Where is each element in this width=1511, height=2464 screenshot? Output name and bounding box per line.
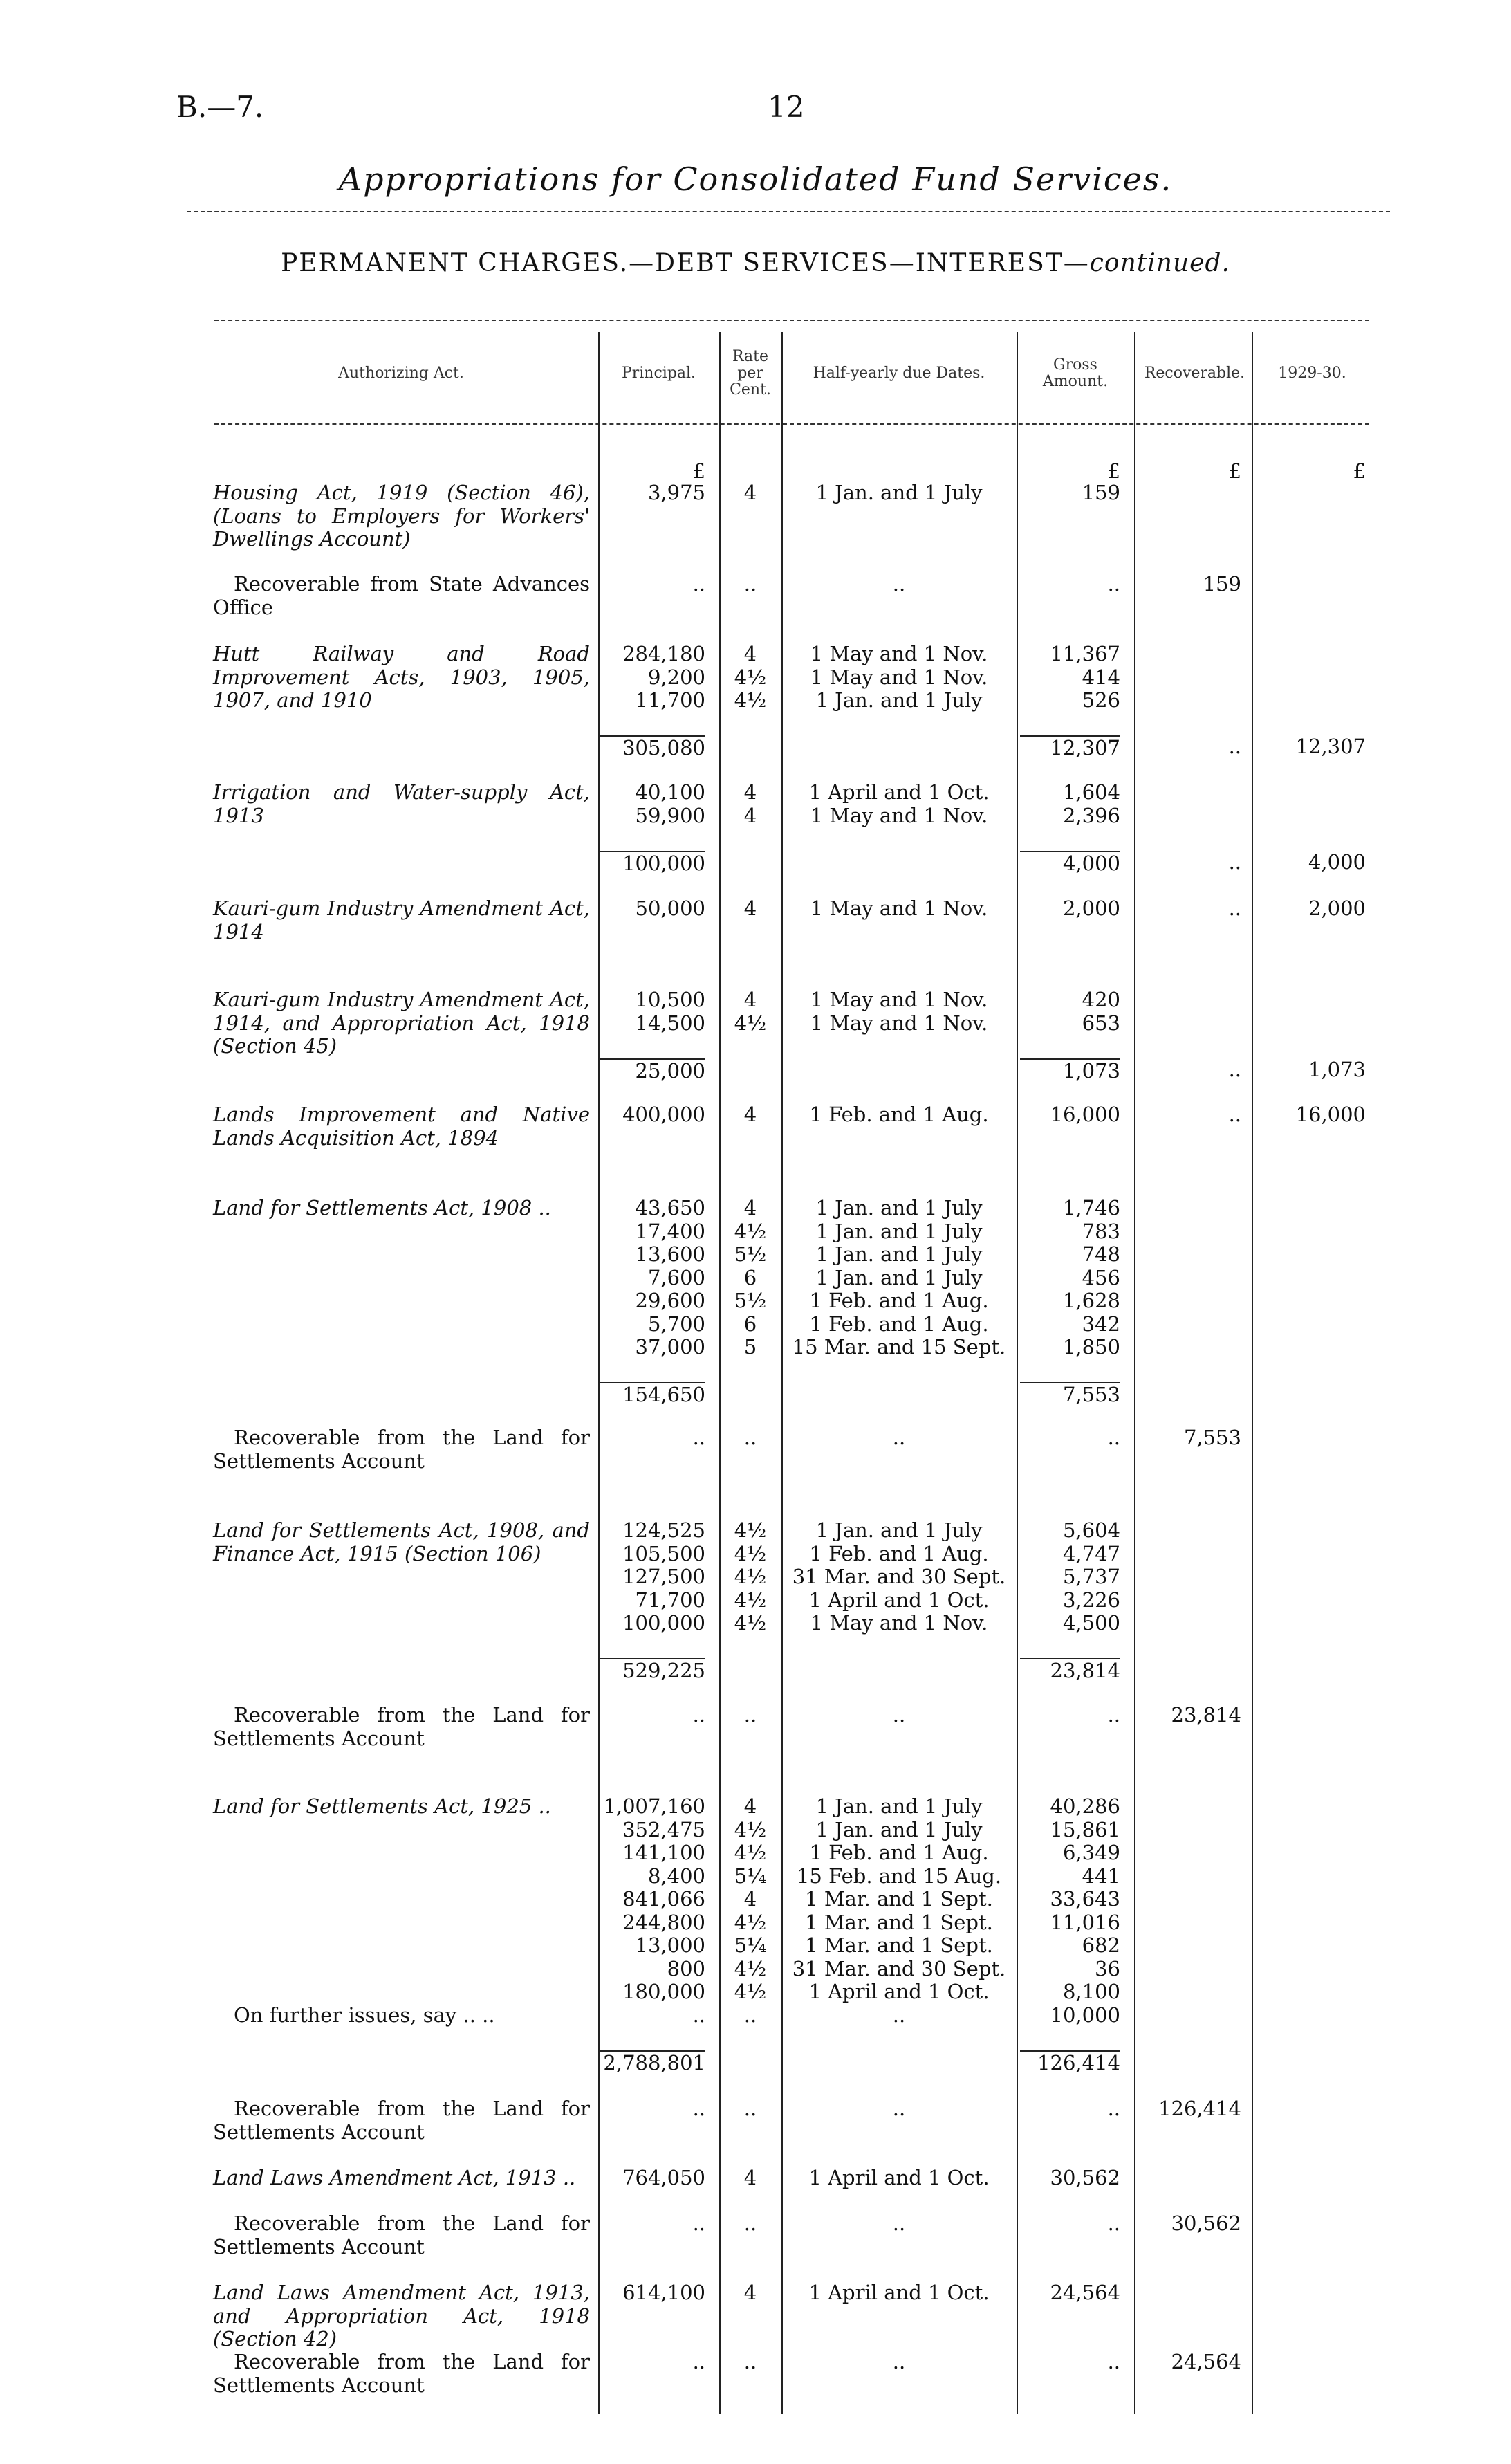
recoverable-cell: 126,414 bbox=[1158, 2097, 1241, 2120]
table-row bbox=[0, 1359, 1511, 1383]
table-row bbox=[0, 897, 1511, 921]
table-row bbox=[0, 1289, 1511, 1313]
authorizing-act: Land for Settlements Act, 1925 .. bbox=[213, 1794, 551, 1818]
due-dates-cell: 1 Mar. and 1 Sept. bbox=[805, 1910, 993, 1934]
table-row bbox=[0, 1589, 1511, 1612]
table-row bbox=[0, 827, 1511, 851]
recoverable-cell: £ bbox=[1228, 459, 1241, 483]
table-row bbox=[0, 1911, 1511, 1935]
principal-cell: .. bbox=[692, 2350, 705, 2373]
gross-amount-cell: 526 bbox=[1082, 688, 1120, 712]
due-dates-cell: 31 Mar. and 30 Sept. bbox=[792, 1956, 1006, 1980]
principal-cell: 352,475 bbox=[622, 1817, 705, 1841]
principal-cell: 59,900 bbox=[635, 803, 705, 827]
gross-amount-cell: 4,000 bbox=[1020, 851, 1120, 876]
rate-cell: 4½ bbox=[734, 665, 767, 689]
rate-cell: 4½ bbox=[734, 1980, 767, 2003]
gross-amount-cell: 2,000 bbox=[1062, 897, 1120, 920]
due-dates-cell: 1 May and 1 Nov. bbox=[810, 665, 988, 689]
table-row bbox=[0, 1012, 1511, 1036]
principal-cell: 10,500 bbox=[635, 988, 705, 1011]
recoverable-cell: .. bbox=[1228, 735, 1241, 758]
table-row bbox=[0, 1267, 1511, 1290]
rate-cell: 5½ bbox=[734, 1289, 767, 1312]
table-row bbox=[0, 1243, 1511, 1267]
due-dates-cell: 1 Feb. and 1 Aug. bbox=[809, 1541, 989, 1565]
rate-cell: 4 bbox=[743, 988, 757, 1011]
gross-amount-cell: .. bbox=[1107, 2097, 1120, 2120]
rate-cell: 4 bbox=[743, 2166, 757, 2189]
rate-cell: .. bbox=[743, 2003, 757, 2027]
recoverable-cell: 159 bbox=[1203, 572, 1241, 596]
gross-amount-cell: 3,226 bbox=[1062, 1588, 1120, 1612]
table-row bbox=[0, 1635, 1511, 1659]
gross-amount-cell: 12,307 bbox=[1020, 735, 1120, 760]
principal-cell: 8,400 bbox=[647, 1864, 705, 1888]
rate-cell: 5 bbox=[743, 1335, 757, 1359]
due-dates-cell: 1 Jan. and 1 July bbox=[815, 1219, 983, 1243]
due-dates-cell: 1 Jan. and 1 July bbox=[815, 1518, 983, 1542]
gross-amount-cell: .. bbox=[1107, 1703, 1120, 1727]
rate-cell: .. bbox=[743, 2097, 757, 2120]
gross-amount-cell: 5,737 bbox=[1062, 1565, 1120, 1588]
principal-cell: 764,050 bbox=[622, 2166, 705, 2189]
rate-cell: 4½ bbox=[734, 1956, 767, 1980]
table-row bbox=[0, 1197, 1511, 1220]
table-row bbox=[0, 460, 1511, 484]
gross-amount-cell: 653 bbox=[1082, 1011, 1120, 1035]
gross-amount-cell: 4,500 bbox=[1062, 1611, 1120, 1635]
rate-cell: 4 bbox=[743, 1103, 757, 1126]
gross-amount-cell: 23,814 bbox=[1020, 1658, 1120, 1683]
subtitle-suffix: continued. bbox=[1089, 249, 1230, 277]
table-row bbox=[0, 643, 1511, 666]
table-row bbox=[0, 1612, 1511, 1635]
due-dates-cell: 1 April and 1 Oct. bbox=[808, 1980, 990, 2003]
principal-cell: £ bbox=[692, 459, 705, 483]
rate-cell: 4½ bbox=[734, 1011, 767, 1035]
gross-amount-cell: 11,016 bbox=[1050, 1910, 1120, 1934]
gross-amount-cell: £ bbox=[1107, 459, 1120, 483]
table-row bbox=[0, 1220, 1511, 1244]
gross-amount-cell: 1,073 bbox=[1020, 1058, 1120, 1083]
gross-amount-cell: 15,861 bbox=[1050, 1817, 1120, 1841]
gross-amount-cell: 8,100 bbox=[1062, 1980, 1120, 2003]
rate-cell: 4 bbox=[743, 803, 757, 827]
principal-cell: 529,225 bbox=[598, 1658, 705, 1683]
principal-cell: 124,525 bbox=[622, 1518, 705, 1542]
rate-cell: 4½ bbox=[734, 1565, 767, 1588]
due-dates-cell: 1 Feb. and 1 Aug. bbox=[809, 1289, 989, 1312]
authorizing-act: Recoverable from the Land for Settlements Account bbox=[213, 2212, 590, 2259]
table-row bbox=[0, 2351, 1511, 2374]
gross-amount-cell: 748 bbox=[1082, 1242, 1120, 1266]
due-dates-cell: 1 Mar. and 1 Sept. bbox=[805, 1933, 993, 1957]
principal-cell: 9,200 bbox=[647, 665, 705, 689]
recoverable-cell: 7,553 bbox=[1183, 1426, 1241, 1449]
year-amount-cell: 12,307 bbox=[1295, 735, 1366, 758]
due-dates-cell: 1 Jan. and 1 July bbox=[815, 481, 983, 504]
year-amount-cell: 2,000 bbox=[1308, 897, 1366, 920]
gross-amount-cell: 2,396 bbox=[1062, 803, 1120, 827]
authorizing-act: Recoverable from the Land for Settlements Account bbox=[213, 2350, 590, 2397]
authorizing-act: Kauri-gum Industry Amendment Act, 1914 bbox=[213, 897, 590, 944]
rate-cell: 4½ bbox=[734, 1910, 767, 1934]
rate-cell: 5¼ bbox=[734, 1933, 767, 1957]
due-dates-cell: .. bbox=[892, 2212, 906, 2235]
authorizing-act: Land for Settlements Act, 1908 .. bbox=[213, 1196, 551, 1220]
principal-cell: 105,500 bbox=[622, 1541, 705, 1565]
page-title: Appropriations for Consolidated Fund Services. bbox=[338, 160, 1173, 198]
due-dates-cell: 1 Jan. and 1 July bbox=[815, 1265, 983, 1289]
principal-cell: 14,500 bbox=[635, 1011, 705, 1035]
col-header-year: 1929-30. bbox=[1278, 365, 1346, 382]
principal-cell: 100,000 bbox=[622, 1611, 705, 1635]
table-row bbox=[0, 2212, 1511, 2236]
table-row bbox=[0, 1865, 1511, 1888]
authorizing-act: Kauri-gum Industry Amendment Act, 1914, and Appropriation Act, 1918 (Section 45) bbox=[213, 988, 590, 1058]
principal-cell: 43,650 bbox=[635, 1196, 705, 1220]
table-row bbox=[0, 712, 1511, 736]
gross-amount-cell: 783 bbox=[1082, 1219, 1120, 1243]
rate-cell: 6 bbox=[743, 1312, 757, 1336]
gross-amount-cell: .. bbox=[1107, 572, 1120, 596]
due-dates-cell: 1 Feb. and 1 Aug. bbox=[809, 1841, 989, 1864]
due-dates-cell: 1 April and 1 Oct. bbox=[808, 1588, 990, 1612]
rate-cell: .. bbox=[743, 1703, 757, 1727]
rate-cell: 4 bbox=[743, 1794, 757, 1818]
total-row bbox=[0, 851, 1511, 874]
due-dates-cell: 1 Feb. and 1 Aug. bbox=[809, 1103, 989, 1126]
total-row bbox=[0, 1382, 1511, 1406]
due-dates-cell: .. bbox=[892, 2350, 906, 2373]
table-row bbox=[0, 1980, 1511, 2004]
principal-cell: 71,700 bbox=[635, 1588, 705, 1612]
rate-cell: 4½ bbox=[734, 1588, 767, 1612]
rate-cell: 5¼ bbox=[734, 1864, 767, 1888]
table-row bbox=[0, 2097, 1511, 2121]
principal-cell: 305,080 bbox=[598, 735, 705, 760]
recoverable-cell: 30,562 bbox=[1171, 2212, 1241, 2235]
rate-cell: .. bbox=[743, 572, 757, 596]
gross-amount-cell: 1,746 bbox=[1062, 1196, 1120, 1220]
rate-cell: .. bbox=[743, 2350, 757, 2373]
rate-cell: 4½ bbox=[734, 1219, 767, 1243]
principal-cell: 50,000 bbox=[635, 897, 705, 920]
authorizing-act: Recoverable from State Advances Office bbox=[213, 572, 590, 619]
principal-cell: 841,066 bbox=[622, 1887, 705, 1911]
authorizing-act: Land Laws Amendment Act, 1913 .. bbox=[213, 2166, 576, 2189]
rate-cell: .. bbox=[743, 2212, 757, 2235]
section-subtitle bbox=[0, 249, 1511, 277]
recoverable-cell: .. bbox=[1228, 849, 1241, 874]
authorizing-act: Recoverable from the Land for Settlements Account bbox=[213, 1426, 590, 1473]
table-row bbox=[0, 1888, 1511, 1911]
table-row bbox=[0, 1934, 1511, 1958]
principal-cell: .. bbox=[692, 2097, 705, 2120]
principal-cell: 244,800 bbox=[622, 1910, 705, 1934]
due-dates-cell: 1 Jan. and 1 July bbox=[815, 1196, 983, 1220]
rate-cell: 4½ bbox=[734, 1841, 767, 1864]
gross-amount-cell: 342 bbox=[1082, 1312, 1120, 1336]
gross-amount-cell: 4,747 bbox=[1062, 1541, 1120, 1565]
due-dates-cell: 1 May and 1 Nov. bbox=[810, 988, 988, 1011]
due-dates-cell: .. bbox=[892, 1703, 906, 1727]
gross-amount-cell: 456 bbox=[1082, 1265, 1120, 1289]
rate-cell: 5½ bbox=[734, 1242, 767, 1266]
header-top-rule bbox=[214, 320, 1369, 321]
table-row bbox=[0, 1958, 1511, 1981]
rate-cell: 4 bbox=[743, 2281, 757, 2304]
col-header-recoverable: Recoverable. bbox=[1144, 365, 1245, 382]
due-dates-cell: .. bbox=[892, 1426, 906, 1449]
due-dates-cell: 1 May and 1 Nov. bbox=[810, 642, 988, 665]
due-dates-cell: 1 Feb. and 1 Aug. bbox=[809, 1312, 989, 1336]
recoverable-cell: .. bbox=[1228, 1103, 1241, 1126]
table-row bbox=[0, 1426, 1511, 1450]
due-dates-cell: 1 May and 1 Nov. bbox=[810, 803, 988, 827]
recoverable-cell: 23,814 bbox=[1171, 1703, 1241, 1727]
principal-cell: 5,700 bbox=[647, 1312, 705, 1336]
gross-amount-cell: .. bbox=[1107, 2350, 1120, 2373]
gross-amount-cell: 441 bbox=[1082, 1864, 1120, 1888]
rate-cell: 4½ bbox=[734, 1817, 767, 1841]
principal-cell: 800 bbox=[667, 1956, 705, 1980]
due-dates-cell: 31 Mar. and 30 Sept. bbox=[792, 1565, 1006, 1588]
gross-amount-cell: 1,604 bbox=[1062, 780, 1120, 804]
gross-amount-cell: 11,367 bbox=[1050, 642, 1120, 665]
due-dates-cell: 1 Mar. and 1 Sept. bbox=[805, 1887, 993, 1911]
table-row bbox=[0, 1313, 1511, 1336]
rate-cell: 4 bbox=[743, 897, 757, 920]
gross-amount-cell: 420 bbox=[1082, 988, 1120, 1011]
authorizing-act: Recoverable from the Land for Settlements Account bbox=[213, 2097, 590, 2144]
gross-amount-cell: 1,628 bbox=[1062, 1289, 1120, 1312]
rate-cell: 4 bbox=[743, 1887, 757, 1911]
table-row bbox=[0, 2281, 1511, 2305]
title-divider bbox=[187, 211, 1390, 212]
gross-amount-cell: 7,553 bbox=[1020, 1382, 1120, 1407]
principal-cell: 11,700 bbox=[635, 688, 705, 712]
table-row bbox=[0, 1795, 1511, 1819]
due-dates-cell: 1 Jan. and 1 July bbox=[815, 1794, 983, 1818]
principal-cell: 180,000 bbox=[622, 1980, 705, 2003]
rate-cell: 4 bbox=[743, 1196, 757, 1220]
principal-cell: 17,400 bbox=[635, 1219, 705, 1243]
rate-cell: 4 bbox=[743, 642, 757, 665]
principal-cell: 13,600 bbox=[635, 1242, 705, 1266]
gross-amount-cell: 5,604 bbox=[1062, 1518, 1120, 1542]
table-row bbox=[0, 1103, 1511, 1127]
gross-amount-cell: .. bbox=[1107, 2212, 1120, 2235]
principal-cell: .. bbox=[692, 1426, 705, 1449]
gross-amount-cell: 414 bbox=[1082, 665, 1120, 689]
table-row bbox=[0, 989, 1511, 1012]
rate-cell: 4½ bbox=[734, 1518, 767, 1542]
table-row bbox=[0, 781, 1511, 805]
due-dates-cell: 1 May and 1 Nov. bbox=[810, 1011, 988, 1035]
gross-amount-cell: 159 bbox=[1082, 481, 1120, 504]
due-dates-cell: 15 Feb. and 15 Aug. bbox=[796, 1864, 1002, 1888]
principal-cell: 25,000 bbox=[598, 1058, 705, 1083]
table-row bbox=[0, 1565, 1511, 1589]
table-row bbox=[0, 689, 1511, 712]
due-dates-cell: 1 Jan. and 1 July bbox=[815, 1817, 983, 1841]
due-dates-cell: 1 April and 1 Oct. bbox=[808, 2281, 990, 2304]
principal-cell: 37,000 bbox=[635, 1335, 705, 1359]
table-row bbox=[0, 2028, 1511, 2051]
year-amount-cell: 16,000 bbox=[1295, 1103, 1366, 1126]
authorizing-act: Lands Improvement and Native Lands Acquisition Act, 1894 bbox=[213, 1103, 590, 1150]
gross-amount-cell: 16,000 bbox=[1050, 1103, 1120, 1126]
gross-amount-cell: .. bbox=[1107, 1426, 1120, 1449]
table-row bbox=[0, 2167, 1511, 2190]
principal-cell: .. bbox=[692, 2003, 705, 2027]
rate-cell: 4 bbox=[743, 481, 757, 504]
principal-cell: 2,788,801 bbox=[598, 2050, 705, 2075]
year-amount-cell: £ bbox=[1353, 459, 1366, 483]
table-row bbox=[0, 1841, 1511, 1865]
gross-amount-cell: 33,643 bbox=[1050, 1887, 1120, 1911]
due-dates-cell: .. bbox=[892, 2003, 906, 2027]
total-row bbox=[0, 2050, 1511, 2074]
due-dates-cell: 1 April and 1 Oct. bbox=[808, 2166, 990, 2189]
authorizing-act: Housing Act, 1919 (Section 46), (Loans to Employers for Workers' Dwellings Account) bbox=[213, 481, 590, 551]
principal-cell: 127,500 bbox=[622, 1565, 705, 1588]
gross-amount-cell: 1,850 bbox=[1062, 1335, 1120, 1359]
principal-cell: .. bbox=[692, 1703, 705, 1727]
authorizing-act: Irrigation and Water-supply Act, 1913 bbox=[213, 780, 590, 827]
table-row bbox=[0, 805, 1511, 828]
authorizing-act: On further issues, say .. .. bbox=[234, 2003, 495, 2027]
recoverable-cell: 24,564 bbox=[1171, 2350, 1241, 2373]
due-dates-cell: 15 Mar. and 15 Sept. bbox=[792, 1335, 1006, 1359]
table-row bbox=[0, 666, 1511, 690]
table-row bbox=[0, 1519, 1511, 1543]
rate-cell: 4½ bbox=[734, 1611, 767, 1635]
principal-cell: .. bbox=[692, 572, 705, 596]
table-row bbox=[0, 1819, 1511, 1842]
table-row bbox=[0, 1336, 1511, 1359]
document-code: B.—7. bbox=[176, 90, 264, 124]
due-dates-cell: .. bbox=[892, 572, 906, 596]
due-dates-cell: .. bbox=[892, 2097, 906, 2120]
gross-amount-cell: 30,562 bbox=[1050, 2166, 1120, 2189]
rate-cell: 4½ bbox=[734, 1541, 767, 1565]
header-bottom-rule bbox=[214, 423, 1369, 425]
principal-cell: 3,975 bbox=[647, 481, 705, 504]
principal-cell: 400,000 bbox=[622, 1103, 705, 1126]
principal-cell: 614,100 bbox=[622, 2281, 705, 2304]
gross-amount-cell: 126,414 bbox=[1020, 2050, 1120, 2075]
due-dates-cell: 1 Jan. and 1 July bbox=[815, 688, 983, 712]
col-header-principal: Principal. bbox=[621, 365, 696, 382]
rate-cell: 4 bbox=[743, 780, 757, 804]
total-row bbox=[0, 1658, 1511, 1682]
table-row bbox=[0, 573, 1511, 596]
col-header-gross: Gross Amount. bbox=[1042, 356, 1109, 390]
principal-cell: 1,007,160 bbox=[603, 1794, 705, 1818]
gross-amount-cell: 36 bbox=[1095, 1956, 1120, 1980]
authorizing-act: Recoverable from the Land for Settlements Account bbox=[213, 1703, 590, 1750]
principal-cell: 40,100 bbox=[635, 780, 705, 804]
recoverable-cell: .. bbox=[1228, 897, 1241, 920]
principal-cell: 154,650 bbox=[598, 1382, 705, 1407]
gross-amount-cell: 682 bbox=[1082, 1933, 1120, 1957]
subtitle-main: PERMANENT CHARGES.—DEBT SERVICES—INTEREST— bbox=[281, 249, 1090, 277]
gross-amount-cell: 10,000 bbox=[1050, 2003, 1120, 2027]
gross-amount-cell: 24,564 bbox=[1050, 2281, 1120, 2304]
rate-cell: 6 bbox=[743, 1265, 757, 1289]
rate-cell: 4½ bbox=[734, 688, 767, 712]
principal-cell: 100,000 bbox=[598, 851, 705, 876]
table-row bbox=[0, 481, 1511, 505]
principal-cell: 29,600 bbox=[635, 1289, 705, 1312]
col-header-act: Authorizing Act. bbox=[338, 365, 464, 382]
principal-cell: 141,100 bbox=[622, 1841, 705, 1864]
due-dates-cell: 1 Jan. and 1 July bbox=[815, 1242, 983, 1266]
principal-cell: .. bbox=[692, 2212, 705, 2235]
authorizing-act: Hutt Railway and Road Improvement Acts, 1903, 1905, 1907, and 1910 bbox=[213, 642, 590, 712]
principal-cell: 7,600 bbox=[647, 1265, 705, 1289]
principal-cell: 284,180 bbox=[622, 642, 705, 665]
authorizing-act: Land Laws Amendment Act, 1913, and Appropriation Act, 1918 (Section 42) bbox=[213, 2281, 590, 2351]
due-dates-cell: 1 May and 1 Nov. bbox=[810, 1611, 988, 1635]
year-amount-cell: 1,073 bbox=[1308, 1057, 1366, 1081]
total-row bbox=[0, 735, 1511, 759]
gross-amount-cell: 6,349 bbox=[1062, 1841, 1120, 1864]
page-number: 12 bbox=[768, 90, 805, 124]
rate-cell: .. bbox=[743, 1426, 757, 1449]
authorizing-act: Land for Settlements Act, 1908, and Finance Act, 1915 (Section 106) bbox=[213, 1518, 590, 1565]
year-amount-cell: 4,000 bbox=[1308, 849, 1366, 874]
table-row bbox=[0, 1704, 1511, 1727]
recoverable-cell: .. bbox=[1228, 1057, 1241, 1081]
table-row bbox=[0, 2004, 1511, 2028]
table-row bbox=[0, 1543, 1511, 1566]
due-dates-cell: 1 May and 1 Nov. bbox=[810, 897, 988, 920]
col-header-dates: Half-yearly due Dates. bbox=[813, 365, 985, 382]
gross-amount-cell: 40,286 bbox=[1050, 1794, 1120, 1818]
table-row bbox=[0, 1035, 1511, 1058]
due-dates-cell: 1 April and 1 Oct. bbox=[808, 780, 990, 804]
col-header-rate: Rate per Cent. bbox=[730, 348, 771, 398]
principal-cell: 13,000 bbox=[635, 1933, 705, 1957]
total-row bbox=[0, 1058, 1511, 1082]
